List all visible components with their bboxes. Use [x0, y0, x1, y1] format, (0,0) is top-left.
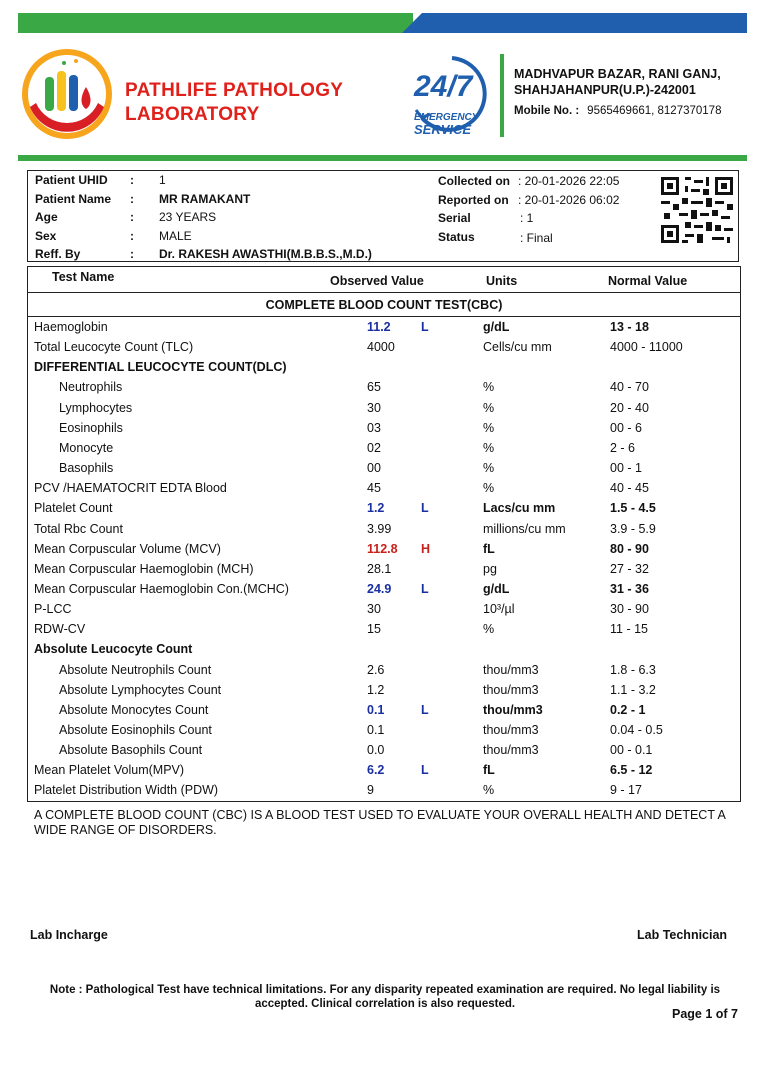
- table-row: [34, 683, 734, 703]
- table-row: [34, 542, 734, 562]
- address-line1: MADHVAPUR BAZAR, RANI GANJ,: [514, 67, 721, 81]
- normal-value-cell: 30 - 90: [610, 602, 649, 616]
- table-row: [34, 320, 734, 340]
- normal-value-cell: 40 - 70: [610, 380, 649, 394]
- badge-main-text: 24/7: [414, 70, 473, 103]
- unit-cell: %: [483, 622, 495, 636]
- uhid-value: 1: [159, 173, 166, 187]
- uhid-colon: :: [130, 173, 134, 187]
- observed-value-cell: 112.8: [367, 542, 398, 556]
- lab-technician-signature: Lab Technician: [637, 928, 728, 942]
- test-name-cell: Mean Platelet Volum(MPV): [34, 763, 185, 777]
- lab-name-line1: PATHLIFE PATHOLOGY: [125, 80, 344, 101]
- observed-value-cell: 0.1: [367, 723, 385, 737]
- unit-cell: %: [483, 421, 495, 435]
- test-name-cell: Haemoglobin: [34, 320, 108, 334]
- test-name-cell: DIFFERENTIAL LEUCOCYTE COUNT(DLC): [34, 360, 287, 374]
- mobile-value: 9565469661, 8127370178: [587, 105, 722, 117]
- reff-colon: :: [130, 247, 134, 261]
- qr-code-icon: [661, 177, 733, 243]
- observed-value-cell: 0.1: [367, 703, 385, 717]
- mobile-info: [514, 105, 721, 117]
- badge-sub2-text: SERVICE: [414, 122, 472, 137]
- sex-value: MALE: [159, 229, 192, 243]
- observed-value-cell: 2.6: [367, 663, 385, 677]
- unit-cell: fL: [483, 763, 495, 777]
- table-row: [34, 602, 734, 622]
- table-row: [34, 642, 734, 662]
- normal-value-cell: 27 - 32: [610, 562, 649, 576]
- unit-cell: %: [483, 461, 495, 475]
- flag-cell: L: [421, 582, 429, 596]
- reported-value: : 20-01-2026 06:02: [518, 193, 620, 207]
- age-colon: :: [130, 210, 134, 224]
- test-name-cell: RDW-CV: [34, 622, 86, 636]
- unit-cell: Lacs/cu mm: [483, 501, 556, 515]
- unit-cell: thou/mm3: [483, 683, 539, 697]
- normal-value-cell: 40 - 45: [610, 481, 649, 495]
- badge-sub1-text: EMERGENCY: [414, 112, 479, 123]
- test-name-cell: PCV /HAEMATOCRIT EDTA Blood: [34, 481, 227, 495]
- unit-cell: 10³/µl: [483, 602, 515, 616]
- header-divider-line: [27, 292, 741, 293]
- sex-colon: :: [130, 229, 134, 243]
- normal-value-cell: 13 - 18: [610, 320, 649, 334]
- unit-cell: g/dL: [483, 582, 510, 596]
- table-row: [34, 562, 734, 582]
- test-name-cell: Absolute Basophils Count: [59, 743, 203, 757]
- observed-value-cell: 15: [367, 622, 381, 636]
- header-stripe: [18, 13, 747, 33]
- test-name-cell: Monocyte: [59, 441, 114, 455]
- observed-value-cell: 4000: [367, 340, 395, 354]
- mobile-label: Mobile No. :: [514, 105, 580, 117]
- name-label: Patient Name: [35, 192, 112, 206]
- address-line2: SHAHJAHANPUR(U.P.)-242001: [514, 83, 696, 97]
- cbc-description: A COMPLETE BLOOD COUNT (CBC) IS A BLOOD TEST USED TO EVALUATE YOUR OVERALL HEALTH AND DETECT A WIDE RANGE OF DISORDERS.: [34, 808, 726, 837]
- section-title: COMPLETE BLOOD COUNT TEST(CBC): [265, 298, 503, 312]
- unit-cell: g/dL: [483, 320, 510, 334]
- lab-name-line2: LABORATORY: [125, 104, 260, 125]
- flag-cell: L: [421, 320, 429, 334]
- table-row: [34, 501, 734, 521]
- lab-incharge-signature: Lab Incharge: [30, 928, 108, 942]
- test-name-cell: Mean Corpuscular Volume (MCV): [34, 542, 221, 556]
- reff-value: Dr. RAKESH AWASTHI(M.B.B.S.,M.D.): [159, 247, 372, 261]
- unit-cell: Cells/cu mm: [483, 340, 552, 354]
- unit-cell: %: [483, 783, 495, 797]
- observed-value-cell: 3.99: [367, 522, 392, 536]
- observed-value-cell: 1.2: [367, 501, 385, 515]
- normal-value-cell: 4000 - 11000: [610, 340, 683, 354]
- table-row: [34, 582, 734, 602]
- unit-cell: thou/mm3: [483, 663, 539, 677]
- header-normal-value: Normal Value: [608, 274, 688, 288]
- observed-value-cell: 24.9: [367, 582, 392, 596]
- normal-value-cell: 0.04 - 0.5: [610, 723, 663, 737]
- observed-value-cell: 45: [367, 481, 381, 495]
- table-row: [34, 763, 734, 783]
- emergency-badge-icon: [408, 52, 496, 138]
- footer-note: Note : Pathological Test have technical limitations. For any disparity repeated examination are required. No legal liability is accepted. Clinical correlation is also requested.: [49, 984, 721, 1010]
- normal-value-cell: 1.5 - 4.5: [610, 501, 656, 515]
- test-name-cell: Lymphocytes: [59, 401, 133, 415]
- name-colon: :: [130, 192, 134, 206]
- test-name-cell: Platelet Distribution Width (PDW): [34, 783, 219, 797]
- lab-logo-icon: [20, 47, 114, 141]
- status-value: : Final: [520, 231, 553, 245]
- age-value: 23 YEARS: [159, 210, 217, 224]
- normal-value-cell: 11 - 15: [610, 622, 648, 636]
- flag-cell: H: [421, 542, 431, 556]
- test-name-cell: Neutrophils: [59, 380, 123, 394]
- observed-value-cell: 0.0: [367, 743, 385, 757]
- reff-label: Reff. By: [35, 247, 81, 261]
- collected-value: : 20-01-2026 22:05: [518, 174, 620, 188]
- unit-cell: thou/mm3: [483, 743, 539, 757]
- observed-value-cell: 30: [367, 401, 381, 415]
- unit-cell: thou/mm3: [483, 703, 543, 717]
- page-number: Page 1 of 7: [672, 1007, 738, 1021]
- table-row: [34, 522, 734, 542]
- test-name-cell: P-LCC: [34, 602, 72, 616]
- observed-value-cell: 1.2: [367, 683, 385, 697]
- normal-value-cell: 00 - 0.1: [610, 743, 653, 757]
- table-row: [34, 743, 734, 763]
- normal-value-cell: 20 - 40: [610, 401, 649, 415]
- unit-cell: %: [483, 441, 495, 455]
- status-label: Status: [438, 230, 475, 244]
- test-name-cell: Mean Corpuscular Haemoglobin Con.(MCHC): [34, 582, 289, 596]
- table-row: [34, 360, 734, 380]
- unit-cell: %: [483, 380, 495, 394]
- normal-value-cell: 3.9 - 5.9: [610, 522, 656, 536]
- reported-label: Reported on: [438, 193, 509, 207]
- unit-cell: pg: [483, 562, 497, 576]
- test-name-cell: Absolute Leucocyte Count: [34, 642, 193, 656]
- normal-value-cell: 1.1 - 3.2: [610, 683, 656, 697]
- table-row: [34, 461, 734, 481]
- test-name-cell: Total Leucocyte Count (TLC): [34, 340, 194, 354]
- test-name-cell: Absolute Eosinophils Count: [59, 723, 212, 737]
- normal-value-cell: 80 - 90: [610, 542, 649, 556]
- unit-cell: thou/mm3: [483, 723, 539, 737]
- header-units: Units: [486, 274, 518, 288]
- test-name-cell: Basophils: [59, 461, 114, 475]
- stripe-blue: [402, 13, 747, 33]
- normal-value-cell: 1.8 - 6.3: [610, 663, 656, 677]
- unit-cell: fL: [483, 542, 495, 556]
- normal-value-cell: 2 - 6: [610, 441, 636, 455]
- test-name-cell: Absolute Lymphocytes Count: [59, 683, 222, 697]
- table-row: [34, 481, 734, 501]
- section-divider-line: [27, 316, 741, 317]
- name-value: MR RAMAKANT: [159, 192, 251, 206]
- table-row: [34, 421, 734, 441]
- unit-cell: millions/cu mm: [483, 522, 566, 536]
- test-name-cell: Total Rbc Count: [34, 522, 123, 536]
- normal-value-cell: 9 - 17: [610, 783, 642, 797]
- table-row: [34, 663, 734, 683]
- header-bottom-line: [18, 155, 747, 161]
- normal-value-cell: 6.5 - 12: [610, 763, 653, 777]
- normal-value-cell: 31 - 36: [610, 582, 649, 596]
- flag-cell: L: [421, 763, 429, 777]
- flag-cell: L: [421, 703, 429, 717]
- unit-cell: %: [483, 481, 495, 495]
- stripe-green: [18, 13, 413, 33]
- observed-value-cell: 03: [367, 421, 381, 435]
- flag-cell: L: [421, 501, 429, 515]
- test-name-cell: Eosinophils: [59, 421, 123, 435]
- test-name-cell: Absolute Monocytes Count: [59, 703, 209, 717]
- lab-address: [514, 66, 721, 98]
- table-row: [34, 622, 734, 642]
- observed-value-cell: 9: [367, 783, 374, 797]
- collected-label: Collected on: [438, 174, 511, 188]
- observed-value-cell: 30: [367, 602, 381, 616]
- test-name-cell: Absolute Neutrophils Count: [59, 663, 212, 677]
- test-name-cell: Platelet Count: [34, 501, 113, 515]
- normal-value-cell: 00 - 6: [610, 421, 642, 435]
- table-row: [34, 340, 734, 360]
- normal-value-cell: 0.2 - 1: [610, 703, 646, 717]
- sex-label: Sex: [35, 229, 57, 243]
- table-row: [34, 783, 734, 803]
- normal-value-cell: 00 - 1: [610, 461, 642, 475]
- table-row: [34, 441, 734, 461]
- lab-name: [125, 79, 343, 127]
- header-observed-value: Observed Value: [330, 274, 424, 288]
- header-test-name: Test Name: [52, 270, 115, 284]
- observed-value-cell: 02: [367, 441, 381, 455]
- test-name-cell: Mean Corpuscular Haemoglobin (MCH): [34, 562, 254, 576]
- table-row: [34, 703, 734, 723]
- table-row: [34, 401, 734, 421]
- observed-value-cell: 65: [367, 380, 381, 394]
- observed-value-cell: 11.2: [367, 320, 391, 334]
- observed-value-cell: 6.2: [367, 763, 385, 777]
- header-divider: [500, 54, 504, 137]
- observed-value-cell: 00: [367, 461, 381, 475]
- serial-value: : 1: [520, 211, 534, 225]
- serial-label: Serial: [438, 211, 471, 225]
- age-label: Age: [35, 210, 58, 224]
- table-row: [34, 380, 734, 400]
- observed-value-cell: 28.1: [367, 562, 392, 576]
- table-row: [34, 723, 734, 743]
- unit-cell: %: [483, 401, 495, 415]
- uhid-label: Patient UHID: [35, 173, 108, 187]
